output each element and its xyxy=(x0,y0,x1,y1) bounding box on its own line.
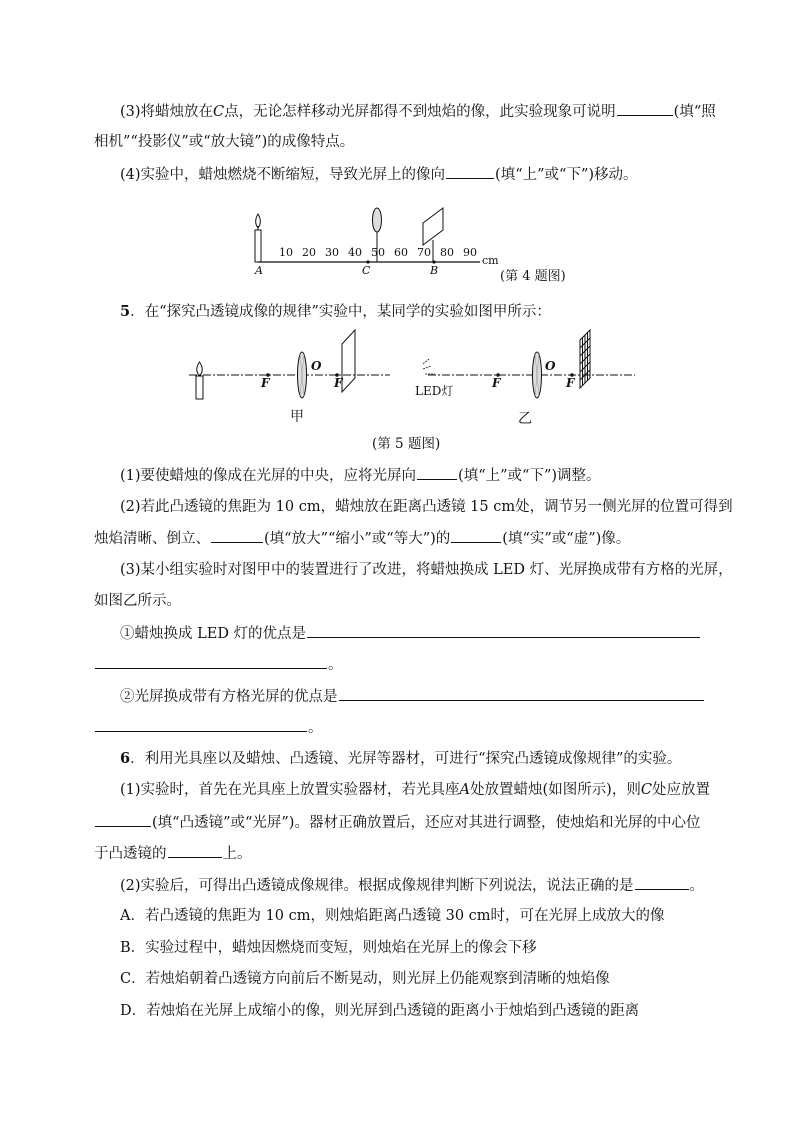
q6-stem xyxy=(120,749,681,769)
text: (填“上”或“下”)移动。 xyxy=(495,167,638,183)
point-a-label: A xyxy=(255,264,263,277)
answer-blank[interactable] xyxy=(168,843,222,858)
optical-center-label: O xyxy=(545,359,556,373)
text: 。 xyxy=(308,720,323,736)
figure-jia-label: 甲 xyxy=(290,409,304,425)
tick-20: 20 xyxy=(302,246,316,259)
text: (4)实验中，蜡烛燃烧不断缩短，导致光屏上的像向 xyxy=(120,167,446,183)
answer-blank[interactable] xyxy=(95,812,151,827)
q5-part2-line1: (2)若此凸透镜的焦距为 10 cm，蜡烛放在距离凸透镜 15 cm处，调节另一侧光屏的位置可得到 xyxy=(120,499,733,515)
text: 处应放置 xyxy=(651,782,710,798)
text: 。 xyxy=(689,878,705,894)
q5-part3-i-cont xyxy=(94,654,343,675)
figure-4-caption: (第 4 题图) xyxy=(500,269,566,284)
figure-yi-label: 乙 xyxy=(518,411,532,427)
q5-part3-line1: (3)某小组实验时对图甲中的装置进行了改进，将蜡烛换成 LED 灯、光屏换成带有方格的光屏， xyxy=(120,562,733,578)
text: (填“凸透镜”或“光屏”)。器材正确放置后，还应对其进行调整，使烛焰和光屏的中心位 xyxy=(152,815,701,831)
text: (2)实验后，可得出凸透镜成像规律。根据成像规律判断下列说法，说法正确的是 xyxy=(120,878,634,894)
text: ①蜡烛换成 LED 灯的优点是 xyxy=(120,626,307,642)
q5-part1 xyxy=(120,465,601,486)
q5-part3-line2: 如图乙所示。 xyxy=(94,593,181,609)
text: (1)实验时，首先在光具座上放置实验器材，若光具座 xyxy=(120,782,460,798)
text: 烛焰清晰、倒立、 xyxy=(94,531,210,547)
q6-part1-line3 xyxy=(94,843,252,864)
tick-70: 70 xyxy=(417,246,431,259)
focus-label: F xyxy=(566,376,575,390)
point-a-label: A xyxy=(459,782,471,798)
focus-label: F xyxy=(334,376,343,390)
q6-option-a[interactable]: A．若凸透镜的焦距为 10 cm，则烛焰距离凸透镜 30 cm时，可在光屏上成放大的像 xyxy=(120,908,665,924)
text: (填“实”或“虚”)像。 xyxy=(502,531,631,547)
text: ．在“探究凸透镜成像的规律”实验中，某同学的实验如图甲所示： xyxy=(130,304,551,320)
q4-part4-line xyxy=(120,164,638,185)
text: 点，无论怎样移动光屏都得不到烛焰的像，此实验现象可说明 xyxy=(224,104,616,120)
text: (1)要使蜡烛的像成在光屏的中央，应将光屏向 xyxy=(120,468,417,484)
text: (3)将蜡烛放在 xyxy=(120,104,214,120)
unit-label: cm xyxy=(482,254,499,267)
text: (填“上”或“下”)调整。 xyxy=(458,468,601,484)
q6-option-d[interactable]: D．若烛焰在光屏上成缩小的像，则光屏到凸透镜的距离小于烛焰到凸透镜的距离 xyxy=(120,1003,640,1019)
tick-60: 60 xyxy=(394,246,408,259)
text: (填“照 xyxy=(673,104,716,120)
text: 。 xyxy=(328,657,343,673)
answer-blank[interactable] xyxy=(417,465,457,480)
answer-blank[interactable] xyxy=(446,164,494,179)
tick-30: 30 xyxy=(325,246,339,259)
text: ．利用光具座以及蜡烛、凸透镜、光屏等器材，可进行“探究凸透镜成像规律”的实验。 xyxy=(130,751,682,767)
focus-label: F xyxy=(492,376,501,390)
q5-part3-i xyxy=(120,623,701,644)
q5-part3-ii-cont xyxy=(94,717,323,738)
point-c-label: C xyxy=(640,782,652,798)
answer-blank[interactable] xyxy=(635,875,689,890)
figure-5-caption: (第 5 题图) xyxy=(372,436,441,452)
answer-blank[interactable] xyxy=(339,686,704,701)
figure-5 xyxy=(185,326,645,402)
tick-10: 10 xyxy=(279,246,293,259)
q5-part2-line2 xyxy=(94,528,630,549)
q5-part3-ii xyxy=(120,686,705,707)
answer-blank[interactable] xyxy=(617,101,673,116)
q5-stem xyxy=(120,302,551,322)
text: 上。 xyxy=(222,846,252,862)
answer-blank[interactable] xyxy=(95,717,307,732)
question-number: 5 xyxy=(120,303,131,320)
q4-part3-line2: 相机”“投影仪”或“放大镜”)的成像特点。 xyxy=(94,134,355,150)
focus-label: F xyxy=(261,376,270,390)
text: ②光屏换成带有方格光屏的优点是 xyxy=(120,689,338,705)
q6-option-b[interactable]: B．实验过程中，蜡烛因燃烧而变短，则烛焰在光屏上的像会下移 xyxy=(120,940,537,956)
point-b-label: B xyxy=(430,264,439,277)
q6-part2 xyxy=(120,875,704,896)
text: (填“放大”“缩小”或“等大”)的 xyxy=(264,531,451,547)
q4-part3-line1 xyxy=(120,101,716,122)
text: 处放置蜡烛(如图所示)，则 xyxy=(470,782,641,798)
question-number: 6 xyxy=(120,750,131,767)
answer-blank[interactable] xyxy=(451,528,501,543)
answer-blank[interactable] xyxy=(95,654,327,669)
answer-blank[interactable] xyxy=(307,623,700,638)
tick-90: 90 xyxy=(463,246,477,259)
tick-50: 50 xyxy=(371,246,385,259)
optical-center-label: O xyxy=(311,359,322,373)
q6-part1-line1 xyxy=(120,780,710,800)
point-c-label: C xyxy=(213,104,225,120)
point-c-label: C xyxy=(362,264,371,277)
tick-40: 40 xyxy=(348,246,362,259)
q6-option-c[interactable]: C．若烛焰朝着凸透镜方向前后不断晃动，则光屏上仍能观察到清晰的烛焰像 xyxy=(120,971,610,987)
tick-80: 80 xyxy=(440,246,454,259)
optical-bench-figure xyxy=(250,204,580,284)
led-label: LED灯 xyxy=(415,384,454,398)
text: 于凸透镜的 xyxy=(94,846,167,862)
answer-blank[interactable] xyxy=(211,528,263,543)
q6-part1-line2 xyxy=(94,812,700,833)
